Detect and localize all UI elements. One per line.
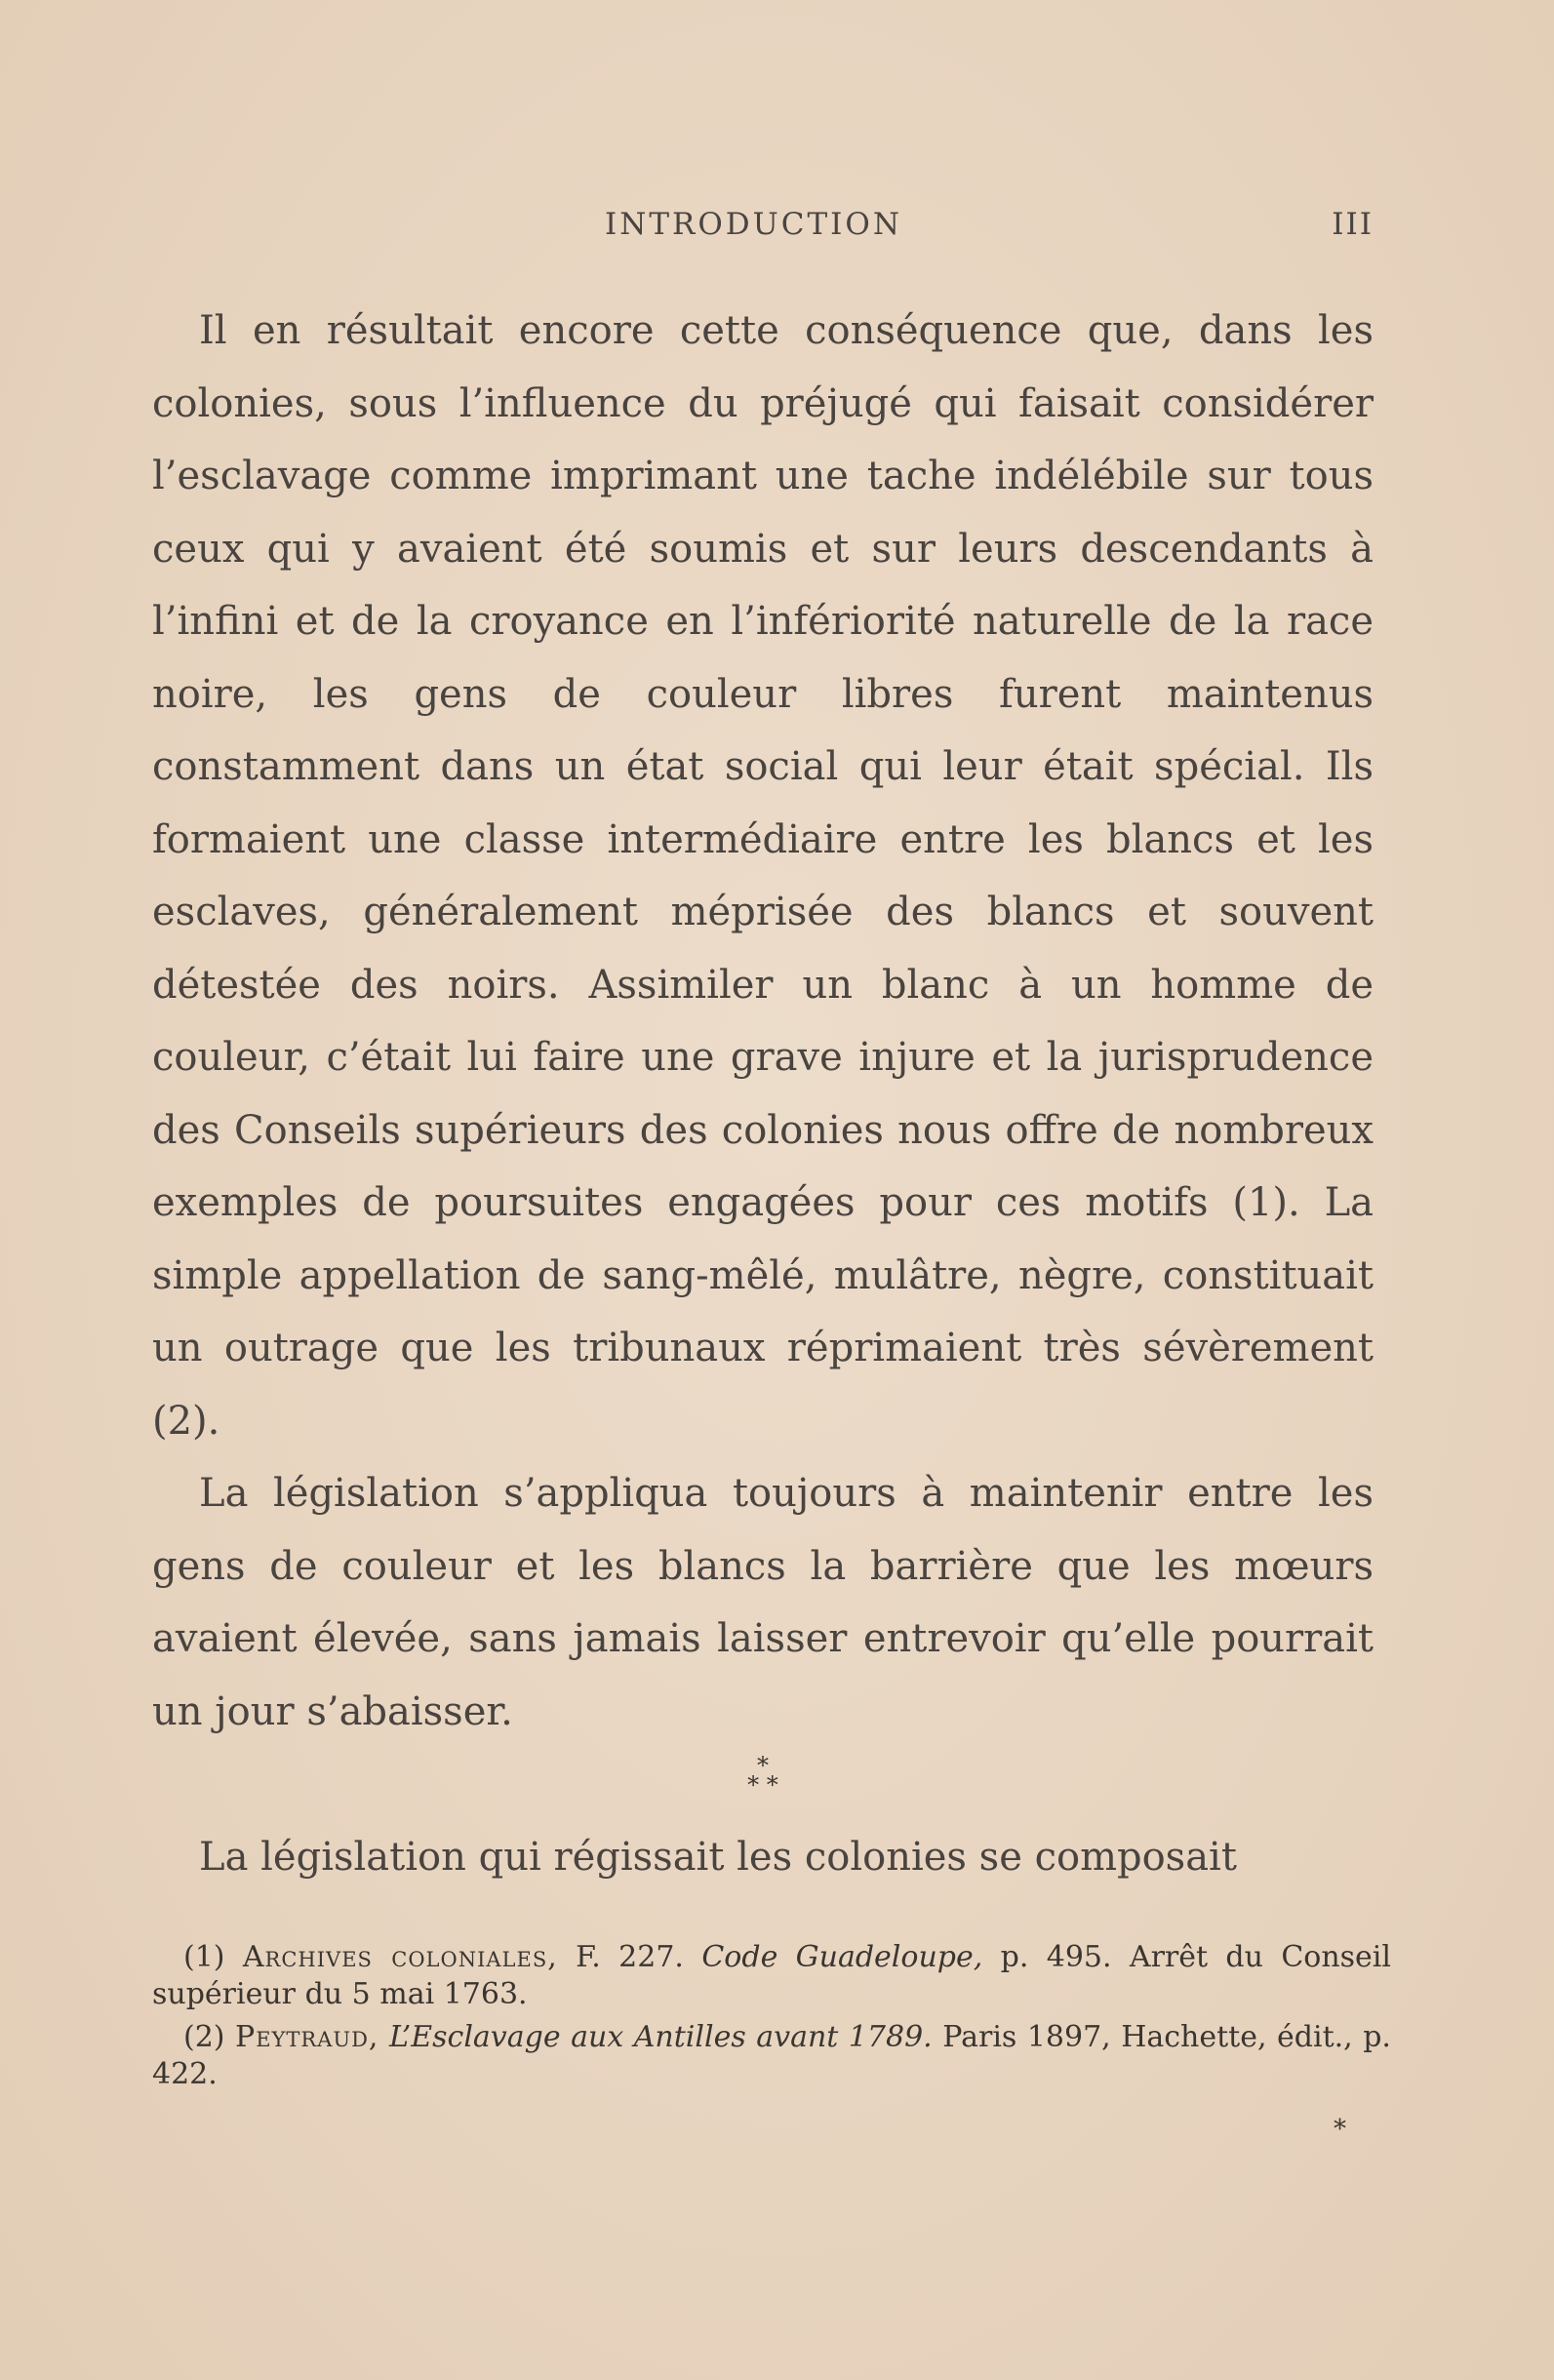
paragraph: La législation s’appliqua toujours à maintenir entre les gens de couleur et les blancs la barrière que les mœurs avaient élevée, sans jamais laisser entrevoir qu’elle pourrait un jour s’abaisser. xyxy=(152,1471,1374,1734)
stray-asterisk-mark: * xyxy=(1334,2115,1346,2144)
page-number: III xyxy=(1332,207,1374,242)
page-header xyxy=(152,207,1374,256)
asterism: * * * xyxy=(747,1752,778,1799)
footnote-author: Peytraud, xyxy=(235,2020,379,2054)
footnote-title: L’Esclavage aux Antilles avant 1789. xyxy=(388,2020,933,2054)
body-text xyxy=(152,295,1374,1893)
footnotes xyxy=(152,1939,1391,2099)
running-title: INTRODUCTION xyxy=(605,207,902,242)
footnote-2 xyxy=(152,2019,1391,2093)
footnote-marker: (1) xyxy=(183,1940,225,1974)
paragraph: Il en résultait encore cette conséquence que, dans les colonies, sous l’influence du préjugé qui faisait considérer l’esclavage comme imprimant une tache indélébile sur tous ceux qui y avaient été soumis et sur leurs descendants à l’infini et de la croyance en l’infériorité naturelle de la race noire, les gens de couleur libres furent maintenus constamment dans un état social qui leur était spécial. Ils formaient une classe intermédiaire entre les blancs et les esclaves, généralement méprisée des blancs et souvent détestée des noirs. Assimiler un blanc à un homme de couleur, c’était lui faire une grave injure et la jurisprudence des Conseils supérieurs des colonies nous offre de nombreux exemples de poursuites engagées pour ces motifs (1). La simple appellation de sang-mêlé, mulâtre, nègre, constituait un outrage que les tribunaux réprimaient très sévèrement (2). xyxy=(152,308,1374,1444)
footnote-author: Archives coloniales, xyxy=(242,1940,558,1974)
section-separator xyxy=(152,1748,1374,1821)
footnote-text: Paris 1897, Hachette, édit., p. 422. xyxy=(152,2020,1391,2091)
footnote-1 xyxy=(152,1939,1391,2013)
paragraph: La législation qui régissait les colonies se composait xyxy=(199,1834,1237,1880)
footnote-title: Code Guadeloupe, xyxy=(701,1940,983,1974)
footnote-marker: (2) xyxy=(183,2020,225,2054)
footnote-text: p. 495. Arrêt du Conseil supérieur du 5 mai 1763. xyxy=(152,1940,1391,2011)
footnote-text: F. 227. xyxy=(576,1940,684,1974)
